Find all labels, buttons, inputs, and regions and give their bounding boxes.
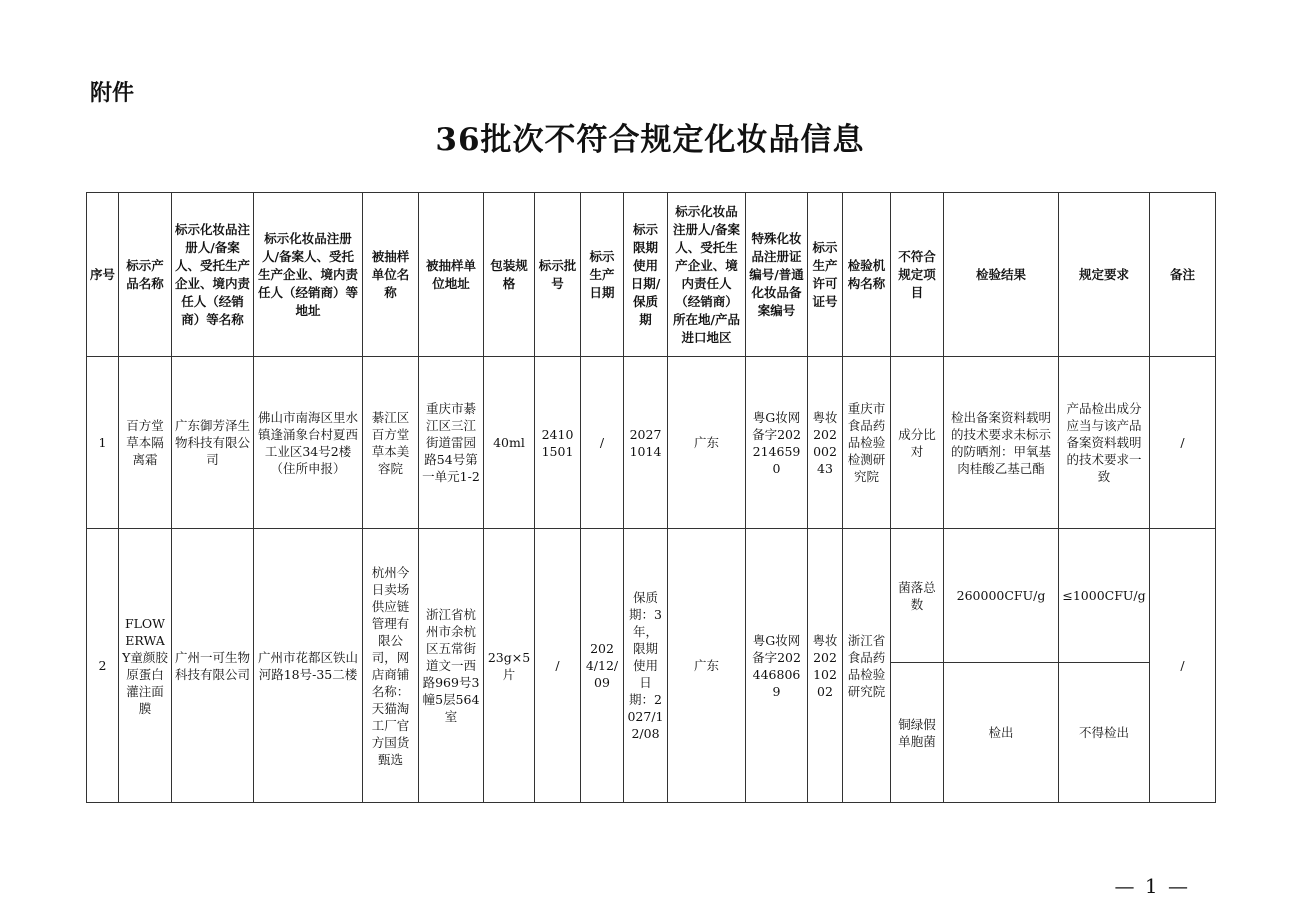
header-cell: 不符合规定项目 (891, 193, 944, 357)
header-cell: 序号 (87, 193, 119, 357)
result-cell: 260000CFU/g (944, 529, 1059, 663)
header-cell: 规定要求 (1059, 193, 1150, 357)
requirement-cell: 产品检出成分应当与该产品备案资料载明的技术要求一致 (1059, 357, 1150, 529)
page-number: — 1 — (1114, 874, 1190, 898)
company-address-cell: 佛山市南海区里水镇逢涌象台村夏西工业区34号2楼（住所申报） (254, 357, 363, 529)
item-cell: 成分比对 (891, 357, 944, 529)
remark-cell: / (1150, 357, 1216, 529)
header-cell: 备注 (1150, 193, 1216, 357)
expiry-cell: 保质期：3年，限期使用日期：2027/12/08 (624, 529, 668, 803)
table-header-row (87, 193, 1216, 357)
region-cell: 广东 (668, 529, 746, 803)
company-address-cell: 广州市花都区铁山河路18号-35二楼 (254, 529, 363, 803)
spec-cell: 40ml (484, 357, 535, 529)
header-cell: 被抽样单位名称 (363, 193, 419, 357)
sampled-unit-cell: 綦江区百方堂草本美容院 (363, 357, 419, 529)
header-cell: 标示批号 (535, 193, 581, 357)
header-cell: 检验机构名称 (843, 193, 891, 357)
license-no-cell: 粤妆20200243 (808, 357, 843, 529)
result-cell: 检出备案资料载明的技术要求未标示的防晒剂：甲氧基肉桂酸乙基己酯 (944, 357, 1059, 529)
license-no-cell: 粤妆20210202 (808, 529, 843, 803)
item-cell: 铜绿假单胞菌 (891, 663, 944, 803)
record-no-cell: 粤G妆网备字2024468069 (746, 529, 808, 803)
record-no-cell: 粤G妆网备字2022146590 (746, 357, 808, 529)
region-cell: 广东 (668, 357, 746, 529)
header-cell: 标示限期使用日期/保质期 (624, 193, 668, 357)
production-date-cell: / (581, 357, 624, 529)
attachment-label: 附件 (90, 81, 135, 106)
noncompliant-cosmetics-table (86, 192, 1216, 803)
table-row (87, 357, 1216, 529)
spec-cell: 23g×5片 (484, 529, 535, 803)
production-date-cell: 2024/12/09 (581, 529, 624, 803)
item-cell: 菌落总数 (891, 529, 944, 663)
header-cell: 包装规格 (484, 193, 535, 357)
remark-cell: / (1150, 529, 1216, 803)
company-cell: 广州一可生物科技有限公司 (172, 529, 254, 803)
batch-cell: / (535, 529, 581, 803)
header-cell: 标示生产日期 (581, 193, 624, 357)
sampled-unit-cell: 杭州今日卖场供应链管理有限公司，网店商铺名称：天猫淘工厂官方国货甄选 (363, 529, 419, 803)
inspection-org-cell: 重庆市食品药品检验检测研究院 (843, 357, 891, 529)
requirement-cell: 不得检出 (1059, 663, 1150, 803)
header-cell: 被抽样单位地址 (419, 193, 484, 357)
header-cell: 标示产品名称 (119, 193, 172, 357)
table-row (87, 529, 1216, 663)
inspection-org-cell: 浙江省食品药品检验研究院 (843, 529, 891, 803)
product-cell: FLOWERWAY童颜胶原蛋白灌注面膜 (119, 529, 172, 803)
product-cell: 百方堂草本隔离霜 (119, 357, 172, 529)
page-title: 36批次不符合规定化妆品信息 (435, 122, 865, 158)
header-cell: 标示化妆品注册人/备案人、受托生产企业、境内责任人（经销商）等地址 (254, 193, 363, 357)
batch-cell: 24101501 (535, 357, 581, 529)
seq-cell: 1 (87, 357, 119, 529)
header-cell: 标示化妆品注册人/备案人、受托生产企业、境内责任人（经销商）所在地/产品进口地区 (668, 193, 746, 357)
requirement-cell: ≤1000CFU/g (1059, 529, 1150, 663)
expiry-cell: 20271014 (624, 357, 668, 529)
header-cell: 特殊化妆品注册证编号/普通化妆品备案编号 (746, 193, 808, 357)
header-cell: 标示化妆品注册人/备案人、受托生产企业、境内责任人（经销商）等名称 (172, 193, 254, 357)
sampled-address-cell: 浙江省杭州市余杭区五常街道文一西路969号3幢5层564室 (419, 529, 484, 803)
seq-cell: 2 (87, 529, 119, 803)
sampled-address-cell: 重庆市綦江区三江街道雷园路54号第一单元1-2 (419, 357, 484, 529)
header-cell: 标示生产许可证号 (808, 193, 843, 357)
result-cell: 检出 (944, 663, 1059, 803)
company-cell: 广东御芳泽生物科技有限公司 (172, 357, 254, 529)
header-cell: 检验结果 (944, 193, 1059, 357)
